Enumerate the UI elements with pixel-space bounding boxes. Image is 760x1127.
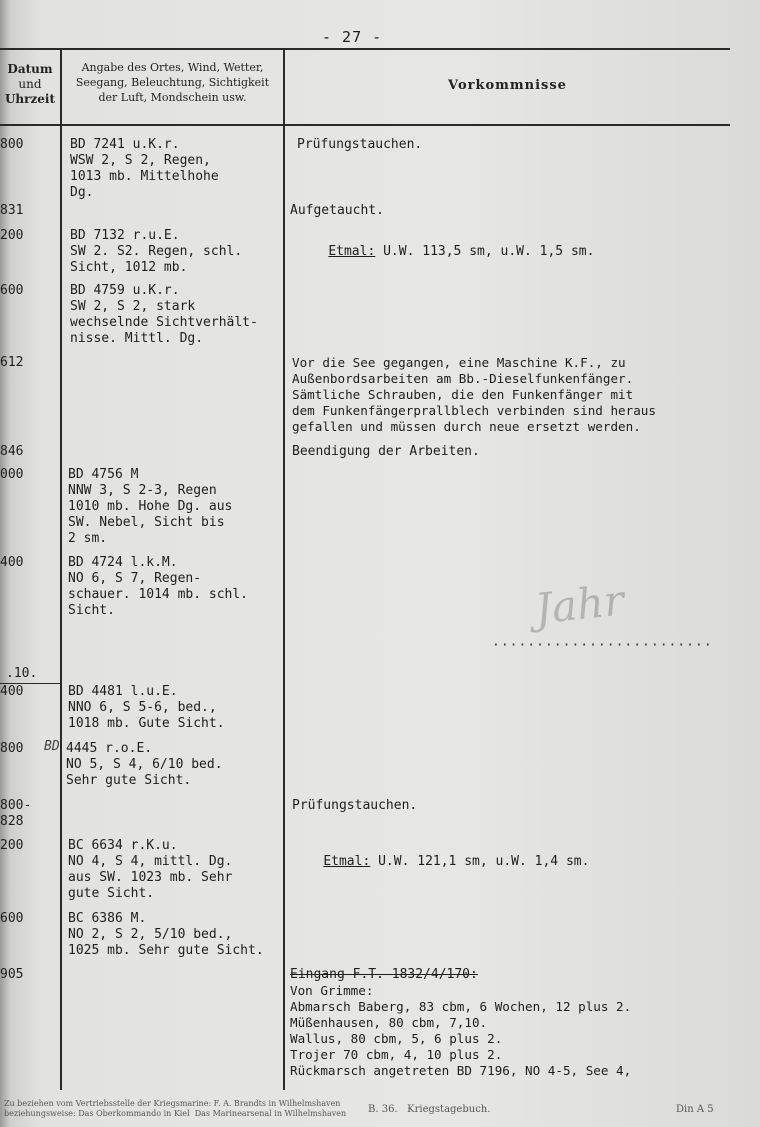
entry-event: Aufgetaucht. bbox=[290, 203, 384, 218]
column-divider-1 bbox=[60, 48, 62, 1090]
header-date-line: und bbox=[18, 77, 42, 91]
page-number: - 27 - bbox=[322, 28, 383, 46]
etmal-value: U.W. 113,5 sm, u.W. 1,5 sm. bbox=[375, 244, 595, 259]
entry-time: 831 bbox=[0, 203, 24, 218]
entry-time: 600 bbox=[0, 911, 24, 926]
entry-time: 800 bbox=[0, 741, 24, 756]
header-bottom-rule bbox=[0, 124, 730, 126]
entry-time: 200 bbox=[0, 228, 24, 243]
header-location-line: Seegang, Beleuchtung, Sichtigkeit bbox=[75, 76, 270, 89]
entry-location: BD 7241 u.K.r. WSW 2, S 2, Regen, 1013 mb. Mittelhohe Dg. bbox=[70, 137, 219, 200]
header-location-column bbox=[62, 60, 283, 105]
footer-form-name: B. 36. Kriegstagebuch. bbox=[368, 1104, 491, 1115]
entry-time: 200 bbox=[0, 838, 24, 853]
entry-event: Prüfungstauchen. bbox=[297, 137, 423, 152]
entry-location: BD 4724 l.k.M. NO 6, S 7, Regen- schauer. 1014 mb. schl. Sicht. bbox=[68, 555, 249, 618]
footer-publisher-note: Zu beziehen vom Vertriebsstelle der Kriegsmarine: F. A. Brandts in Wilhelmshaven beziehungsweise: Das Oberkommando in Kiel Das Marinearsenal in Wilhelmshaven bbox=[4, 1099, 347, 1118]
entry-event: Vor die See gegangen, eine Maschine K.F., zu Außenbordsarbeiten am Bb.-Dieselfunkenfänger. Sämtliche Schrauben, die den Funkenfänger mit dem Funkenfängerprallblech verbinden sind heraus gefallen und müssen durch neue ersetzt werden. bbox=[292, 355, 656, 434]
entry-time: 612 bbox=[0, 355, 24, 370]
header-location-line: der Luft, Mondschein usw. bbox=[98, 91, 247, 104]
entry-location: BD 4481 l.u.E. NNO 6, S 5-6, bed., 1018 mb. Gute Sicht. bbox=[68, 684, 225, 731]
entry-time: 846 bbox=[0, 444, 24, 459]
radio-message-heading: Eingang F.T. 1832/4/170: bbox=[290, 967, 478, 982]
etmal-label: Etmal: bbox=[323, 854, 371, 869]
header-location-line: Angabe des Ortes, Wind, Wetter, bbox=[81, 61, 264, 74]
entry-time: 800 bbox=[0, 137, 24, 152]
header-date-column bbox=[0, 62, 60, 107]
header-top-rule bbox=[0, 48, 730, 50]
header-date-line: Uhrzeit bbox=[4, 92, 56, 106]
header-date-line: Datum bbox=[7, 62, 53, 76]
entry-location: BD 7132 r.u.E. SW 2. S2. Regen, schl. Sicht, 1012 mb. bbox=[70, 228, 243, 275]
header-events-column: Vorkommnisse bbox=[448, 78, 567, 93]
etmal-value: U.W. 121,1 sm, u.W. 1,4 sm. bbox=[370, 854, 590, 869]
etmal-label: Etmal: bbox=[328, 244, 376, 259]
column-divider-2 bbox=[283, 48, 285, 1090]
entry-time: 600 bbox=[0, 283, 24, 298]
entry-event: Beendigung der Arbeiten. bbox=[292, 444, 480, 459]
entry-time: 905 bbox=[0, 967, 24, 982]
entry-location: BD 4759 u.K.r. SW 2, S 2, stark wechselnde Sichtverhält- nisse. Mittl. Dg. bbox=[70, 283, 258, 346]
signature-dotted-line: ························· bbox=[492, 638, 713, 653]
entry-time: 000 bbox=[0, 467, 24, 482]
signature-scribble: Jahr bbox=[532, 575, 627, 634]
entry-location: BD 4756 M NNW 3, S 2-3, Regen 1010 mb. Hohe Dg. aus SW. Nebel, Sicht bis 2 sm. bbox=[68, 467, 233, 546]
entry-event bbox=[292, 838, 589, 886]
entry-date: .10. bbox=[6, 666, 38, 681]
entry-time: 400 bbox=[0, 684, 24, 699]
entry-location: BC 6386 M. NO 2, S 2, 5/10 bed., 1025 mb. Sehr gute Sicht. bbox=[68, 911, 264, 958]
entry-time: 800- 828 bbox=[0, 798, 32, 829]
entry-event: Prüfungstauchen. bbox=[292, 798, 418, 813]
entry-event: Von Grimme: Abmarsch Baberg, 83 cbm, 6 Wochen, 12 plus 2. Müßenhausen, 80 cbm, 7,10. Wallus, 80 cbm, 5, 6 plus 2. Trojer 70 cbm, 4, 10 plus 2. Rückmarsch angetreten BD 7196, NO 4-5, See 4, bbox=[290, 983, 632, 1078]
entry-time: 400 bbox=[0, 555, 24, 570]
footer-paper-size: Din A 5 bbox=[676, 1104, 714, 1115]
entry-location: 4445 r.o.E. NO 5, S 4, 6/10 bed. Sehr gute Sicht. bbox=[66, 741, 223, 788]
entry-location-prefix: BD bbox=[44, 739, 60, 754]
entry-location: BC 6634 r.K.u. NO 4, S 4, mittl. Dg. aus SW. 1023 mb. Sehr gute Sicht. bbox=[68, 838, 233, 901]
entry-event bbox=[297, 228, 594, 276]
